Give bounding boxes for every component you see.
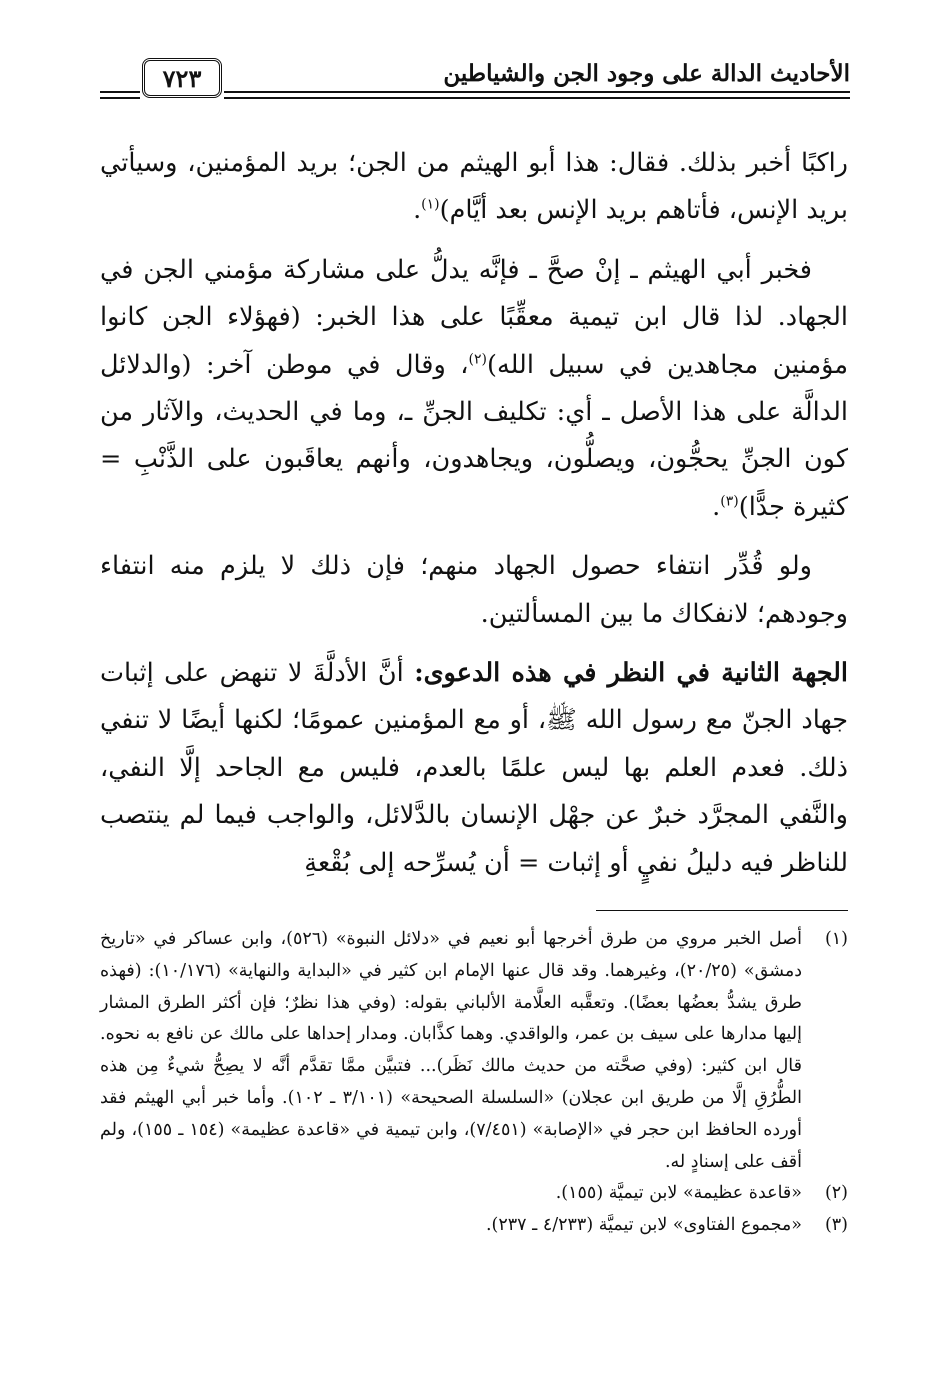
paragraph: راكبًا أخبر بذلك. فقال: هذا أبو الهيثم من الجن؛ بريد المؤمنين، وسيأتي بريد الإنس، فأتاهم بريد الإنس بعد أيَّام)$^{(١)}$.: [100, 148, 848, 226]
footnotes: [100, 924, 848, 1242]
footnote-ref: (٣): [720, 493, 739, 510]
footnote: [100, 1210, 848, 1242]
footnote-text: «قاعدة عظيمة» لابن تيميَّة (١٥٥).: [555, 1183, 802, 1204]
page-header: [100, 58, 850, 110]
footnote: [100, 924, 848, 1178]
section-lead: الجهة الثانية في النظر في هذه الدعوى:: [414, 658, 849, 689]
footnote-text: «مجموع الفتاوى» لابن تيميَّة (٤/٢٣٣ ـ ٢٣٧).: [485, 1215, 802, 1236]
header-rule: [224, 91, 850, 93]
main-text: [100, 140, 848, 899]
running-title: الأحاديث الدالة على وجود الجن والشياطين: [443, 60, 850, 87]
footnote-separator: [596, 910, 848, 911]
footnote-text: أصل الخبر مروي من طرق أخرجها أبو نعيم في «دلائل النبوة» (٥٢٦)، وابن عساكر في «تاريخ دمشق» (٢٠/٢٥)، وغيرهما. وقد قال عنها الإمام ابن كثير في «البداية والنهاية» (١٠/١٧٦): (فهذه طرق يشدُّ بعضُها بعضًا). وتعقَّبه العلَّامة الألباني بقوله: (وفي هذا نظرٌ؛ فإن أكثر الطرق المشار إليها مدارها على سيف بن عمر، والواقدي. وهما كذَّابان. ومدار إحداها على مالك عن نافع به نحوه. قال ابن كثير: (وفي صحَّته من حديث مالك نَظَر)... فتبيَّن ممَّا تقدَّم أنَّه لا يصِحُّ شيءٌ مِن هذه الطُّرُقِ إلَّا من طريق ابن عجلان) «السلسلة الصحيحة» (٣/١٠١ ـ ١٠٢). وأما خبر أبي الهيثم فقد أورده الحافظ ابن حجر في «الإصابة» (٧/٤٥١)، وابن تيمية في «قاعدة عظيمة» (١٥٤ ـ ١٥٥)، ولم أقف على إسنادٍ له.: [100, 929, 802, 1172]
paragraph: ولو قُدِّر انتفاء حصول الجهاد منهم؛ فإن ذلك لا يلزم منه انتفاء وجودهم؛ لانفكاك ما بين المسألتين.: [100, 551, 848, 629]
paragraph: فخبر أبي الهيثم ـ إنْ صحَّ ـ فإنَّه يدلُّ على مشاركة مؤمني الجن في الجهاد. لذا قال ابن تيمية معقِّبًا على هذا الخبر: (فهؤلاء الجن كانوا مؤمنين مجاهدين في سبيل الله)$^{(٢)}$، وقال في موطن آخر: (والدلائل الدالَّة على هذا الأصل ـ أي: تكليف الجنِّ ـ، وما في الحديث، والآثار من كون الجنِّ يحجُّون، ويصلُّون، ويجاهدون، وأنهم يعاقَبون على الذَّنْبِ = كثيرة جدًّا)$^{(٣)}$.: [100, 254, 848, 522]
header-rule: [100, 97, 140, 99]
paragraph: الجهة الثانية في النظر في هذه الدعوى: أنَّ الأدلَّةَ لا تنهض على إثبات جهاد الجنّ مع رسول الله ﷺ، أو مع المؤمنين عمومًا؛ لكنها أيضًا لا تنفي ذلك. فعدم العلم بها ليس علمًا بالعدم، فليس مع الجاحد إلَّا النفي، والنَّفي المجرَّد خبرٌ عن جهْل الإنسان بالدَّلائل، والواجب فيما لم ينتصب للناظر فيه دليلُ نفيٍ أو إثبات = أن يُسرِّحه إلى بُقْعةِ: [100, 658, 849, 878]
header-rule: [224, 97, 850, 99]
page-number-box: [142, 58, 222, 98]
footnote-ref: (١): [421, 196, 440, 213]
footnote-number: (١): [824, 929, 848, 949]
footnote-number: (٣): [824, 1215, 848, 1236]
footnote-number: (٢): [824, 1183, 848, 1204]
footnote-ref: (٢): [468, 351, 487, 368]
header-rule: [100, 91, 140, 93]
page-number: ٧٢٣: [162, 63, 202, 93]
footnote: [100, 1178, 848, 1210]
